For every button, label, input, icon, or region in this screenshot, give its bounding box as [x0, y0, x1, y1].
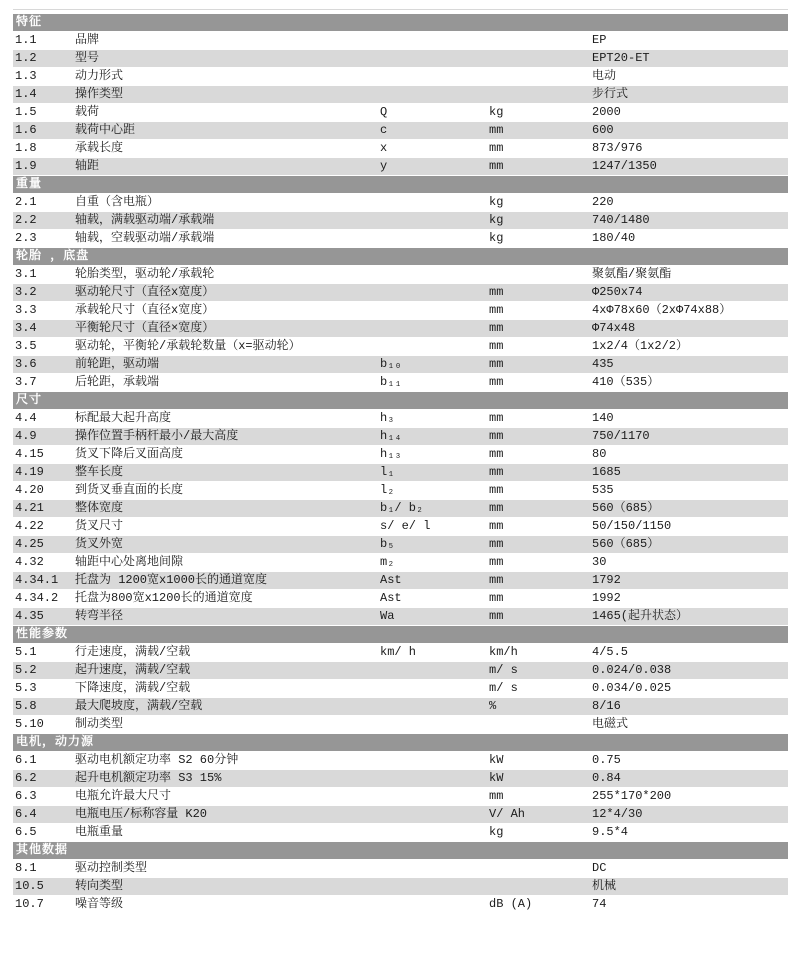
cell-no: 4.20	[15, 483, 44, 497]
cell-value: 435	[592, 357, 614, 371]
section-header: 特征	[13, 14, 788, 32]
cell-no: 4.4	[15, 411, 37, 425]
table-row	[13, 536, 788, 554]
cell-value: 4/5.5	[592, 645, 629, 659]
cell-symbol: m₂	[380, 555, 395, 569]
cell-no: 3.1	[15, 267, 37, 281]
cell-value: 电动	[592, 69, 617, 83]
table-row	[13, 698, 788, 716]
table-row	[13, 194, 788, 212]
cell-no: 6.3	[15, 789, 37, 803]
cell-unit	[489, 86, 592, 103]
cell-no: 8.1	[15, 861, 37, 875]
cell-label: 转向类型	[75, 879, 124, 893]
cell-value: Φ250x74	[592, 285, 643, 299]
cell-label: 轴距	[75, 159, 100, 173]
cell-no: 6.2	[15, 771, 37, 785]
cell-no: 10.5	[15, 879, 44, 893]
cell-value: 750/1170	[592, 429, 650, 443]
cell-symbol: s/ e/ l	[380, 519, 431, 533]
cell-symbol	[380, 32, 489, 49]
cell-value: 1685	[592, 465, 621, 479]
cell-symbol	[380, 788, 489, 805]
cell-no: 3.5	[15, 339, 37, 353]
cell-unit: m/ s	[489, 663, 518, 677]
cell-no: 6.1	[15, 753, 37, 767]
cell-value: 1247/1350	[592, 159, 657, 173]
cell-label: 托盘为800宽x1200长的通道宽度	[75, 591, 253, 605]
cell-value: 2000	[592, 105, 621, 119]
cell-unit: mm	[489, 159, 504, 173]
table-row	[13, 824, 788, 842]
table-row	[13, 788, 788, 806]
cell-label: 货叉下降后叉面高度	[75, 447, 184, 461]
cell-label: 电瓶重量	[75, 825, 124, 839]
cell-label: 操作位置手柄杆最小/最大高度	[75, 429, 239, 443]
cell-label: 载荷中心距	[75, 123, 136, 137]
cell-symbol: h₁₄	[380, 429, 402, 443]
cell-value: 560（685）	[592, 501, 660, 515]
table-row	[13, 356, 788, 374]
table-row	[13, 572, 788, 590]
cell-value: 8/16	[592, 699, 621, 713]
cell-label: 起升速度，满载/空载	[75, 663, 191, 677]
cell-label: 轴距中心处离地间隙	[75, 555, 184, 569]
cell-unit: mm	[489, 357, 504, 371]
cell-unit: mm	[489, 789, 504, 803]
cell-unit	[489, 266, 592, 283]
table-row	[13, 338, 788, 356]
table-row	[13, 482, 788, 500]
cell-label: 品牌	[75, 33, 100, 47]
cell-no: 4.15	[15, 447, 44, 461]
cell-symbol: l₁	[380, 465, 395, 479]
cell-symbol	[380, 680, 489, 697]
cell-symbol: b₁₀	[380, 357, 402, 371]
cell-unit	[489, 68, 592, 85]
cell-no: 6.4	[15, 807, 37, 821]
cell-label: 平衡轮尺寸（直径×宽度）	[75, 321, 215, 335]
cell-unit: mm	[489, 303, 504, 317]
table-row	[13, 464, 788, 482]
table-row	[13, 428, 788, 446]
cell-value: 0.024/0.038	[592, 663, 672, 677]
cell-symbol: Wa	[380, 609, 395, 623]
cell-no: 3.4	[15, 321, 37, 335]
cell-unit: mm	[489, 537, 504, 551]
cell-symbol	[380, 716, 489, 733]
table-row	[13, 158, 788, 176]
cell-no: 5.2	[15, 663, 37, 677]
table-row	[13, 680, 788, 698]
table-row	[13, 590, 788, 608]
cell-unit: kg	[489, 231, 504, 245]
cell-symbol	[380, 338, 489, 355]
table-row	[13, 752, 788, 770]
cell-label: 承载轮尺寸（直径x宽度）	[75, 303, 215, 317]
cell-symbol	[380, 212, 489, 229]
cell-symbol	[380, 302, 489, 319]
cell-no: 4.22	[15, 519, 44, 533]
cell-label: 操作类型	[75, 87, 124, 101]
cell-unit: km/h	[489, 645, 518, 659]
cell-unit: mm	[489, 447, 504, 461]
cell-unit: kg	[489, 213, 504, 227]
cell-unit: mm	[489, 339, 504, 353]
cell-label: 噪音等级	[75, 897, 124, 911]
cell-symbol: Ast	[380, 591, 402, 605]
cell-unit	[489, 860, 592, 877]
cell-value: 1x2/4（1x2/2）	[592, 339, 689, 353]
cell-symbol: b₁/ b₂	[380, 501, 424, 515]
cell-symbol: Q	[380, 105, 388, 119]
cell-value: 聚氨酯/聚氨酯	[592, 267, 672, 281]
cell-value: 255*170*200	[592, 789, 672, 803]
cell-label: 最大爬坡度，满载/空载	[75, 699, 203, 713]
cell-value: 0.034/0.025	[592, 681, 672, 695]
cell-value: 0.75	[592, 753, 621, 767]
cell-symbol	[380, 896, 489, 913]
cell-symbol: h₁₃	[380, 447, 402, 461]
cell-symbol	[380, 194, 489, 211]
cell-label: 制动类型	[75, 717, 124, 731]
table-row	[13, 212, 788, 230]
cell-label: 托盘为 1200宽x1000长的通道宽度	[75, 573, 268, 587]
cell-label: 自重（含电瓶）	[75, 195, 160, 209]
top-divider	[13, 9, 788, 10]
cell-symbol	[380, 662, 489, 679]
cell-unit: mm	[489, 375, 504, 389]
cell-unit: mm	[489, 123, 504, 137]
cell-unit: mm	[489, 285, 504, 299]
cell-value: 1465(起升状态）	[592, 609, 689, 623]
cell-label: 电瓶电压/标称容量 K20	[75, 807, 208, 821]
cell-no: 5.1	[15, 645, 37, 659]
cell-unit: kW	[489, 771, 504, 785]
cell-value: 140	[592, 411, 614, 425]
cell-value: 12*4/30	[592, 807, 643, 821]
table-row	[13, 140, 788, 158]
cell-unit: mm	[489, 501, 504, 515]
table-row	[13, 410, 788, 428]
table-row	[13, 32, 788, 50]
table-row	[13, 68, 788, 86]
cell-no: 2.1	[15, 195, 37, 209]
cell-symbol	[380, 806, 489, 823]
cell-unit: dB (A)	[489, 897, 533, 911]
cell-no: 3.7	[15, 375, 37, 389]
cell-label: 整体宽度	[75, 501, 124, 515]
cell-symbol	[380, 266, 489, 283]
cell-symbol	[380, 230, 489, 247]
cell-unit: mm	[489, 609, 504, 623]
table-row	[13, 860, 788, 878]
table-row	[13, 302, 788, 320]
cell-no: 4.35	[15, 609, 44, 623]
cell-label: 驱动控制类型	[75, 861, 148, 875]
cell-symbol	[380, 284, 489, 301]
table-row	[13, 500, 788, 518]
cell-no: 1.8	[15, 141, 37, 155]
cell-symbol: Ast	[380, 573, 402, 587]
table-row	[13, 806, 788, 824]
table-row	[13, 662, 788, 680]
cell-label: 后轮距，承载端	[75, 375, 160, 389]
cell-symbol	[380, 50, 489, 67]
cell-no: 4.34.2	[15, 591, 59, 605]
cell-symbol	[380, 86, 489, 103]
table-row	[13, 518, 788, 536]
cell-value: 步行式	[592, 87, 629, 101]
cell-unit	[489, 32, 592, 49]
cell-label: 驱动电机额定功率 S2 60分钟	[75, 753, 239, 767]
cell-value: 1992	[592, 591, 621, 605]
cell-value: 1792	[592, 573, 621, 587]
cell-no: 4.19	[15, 465, 44, 479]
cell-label: 电瓶允许最大尺寸	[75, 789, 172, 803]
cell-value: 560（685）	[592, 537, 660, 551]
cell-value: 740/1480	[592, 213, 650, 227]
cell-label: 整车长度	[75, 465, 124, 479]
table-row	[13, 122, 788, 140]
cell-symbol	[380, 860, 489, 877]
cell-value: Φ74x48	[592, 321, 636, 335]
cell-value: 873/976	[592, 141, 643, 155]
cell-value: 30	[592, 555, 607, 569]
cell-unit	[489, 878, 592, 895]
cell-symbol	[380, 320, 489, 337]
section-header: 性能参数	[13, 626, 788, 644]
cell-label: 载荷	[75, 105, 100, 119]
cell-symbol	[380, 878, 489, 895]
table-row	[13, 266, 788, 284]
cell-label: 前轮距，驱动端	[75, 357, 160, 371]
cell-value: EP	[592, 33, 607, 47]
table-row	[13, 896, 788, 914]
cell-label: 到货叉垂直面的长度	[75, 483, 184, 497]
section-header: 重量	[13, 176, 788, 194]
table-row	[13, 50, 788, 68]
cell-value: 180/40	[592, 231, 636, 245]
cell-value: 410（535）	[592, 375, 660, 389]
cell-no: 2.2	[15, 213, 37, 227]
cell-value: 电磁式	[592, 717, 629, 731]
cell-unit: kg	[489, 105, 504, 119]
cell-symbol: l₂	[380, 483, 395, 497]
cell-unit: mm	[489, 321, 504, 335]
cell-symbol	[380, 752, 489, 769]
section-header: 电机，动力源	[13, 734, 788, 752]
table-row	[13, 230, 788, 248]
cell-no: 1.2	[15, 51, 37, 65]
cell-no: 3.2	[15, 285, 37, 299]
cell-no: 6.5	[15, 825, 37, 839]
cell-value: DC	[592, 861, 607, 875]
cell-unit: kg	[489, 825, 504, 839]
cell-no: 4.25	[15, 537, 44, 551]
table-row	[13, 770, 788, 788]
cell-no: 2.3	[15, 231, 37, 245]
table-row	[13, 104, 788, 122]
cell-value: 220	[592, 195, 614, 209]
cell-value: 4xΦ78x60（2xΦ74x88）	[592, 303, 732, 317]
cell-value: 535	[592, 483, 614, 497]
cell-unit: mm	[489, 465, 504, 479]
table-row	[13, 446, 788, 464]
cell-label: 货叉外宽	[75, 537, 124, 551]
cell-symbol: b₅	[380, 537, 395, 551]
cell-no: 1.4	[15, 87, 37, 101]
cell-unit: kg	[489, 195, 504, 209]
cell-label: 型号	[75, 51, 100, 65]
cell-no: 4.21	[15, 501, 44, 515]
cell-label: 转弯半径	[75, 609, 124, 623]
cell-symbol: h₃	[380, 411, 395, 425]
table-row	[13, 320, 788, 338]
cell-no: 1.3	[15, 69, 37, 83]
cell-label: 下降速度，满载/空载	[75, 681, 191, 695]
cell-symbol	[380, 824, 489, 841]
cell-no: 5.10	[15, 717, 44, 731]
cell-value: EPT20-ET	[592, 51, 650, 65]
cell-unit	[489, 716, 592, 733]
cell-label: 货叉尺寸	[75, 519, 124, 533]
cell-unit: %	[489, 699, 497, 713]
section-header: 其他数据	[13, 842, 788, 860]
cell-no: 1.1	[15, 33, 37, 47]
cell-no: 4.34.1	[15, 573, 59, 587]
cell-label: 动力形式	[75, 69, 124, 83]
cell-label: 承载长度	[75, 141, 124, 155]
cell-label: 行走速度，满载/空载	[75, 645, 191, 659]
cell-unit: m/ s	[489, 681, 518, 695]
cell-label: 起升电机额定功率 S3 15%	[75, 771, 222, 785]
cell-label: 驱动轮尺寸（直径x宽度）	[75, 285, 215, 299]
cell-no: 1.5	[15, 105, 37, 119]
cell-no: 1.9	[15, 159, 37, 173]
cell-value: 0.84	[592, 771, 621, 785]
table-row	[13, 878, 788, 896]
cell-value: 50/150/1150	[592, 519, 672, 533]
table-row	[13, 554, 788, 572]
table-row	[13, 644, 788, 662]
cell-symbol: km/ h	[380, 645, 417, 659]
cell-label: 驱动轮，平衡轮/承载轮数量（x=驱动轮）	[75, 339, 301, 353]
spec-table	[13, 14, 788, 914]
cell-unit: mm	[489, 429, 504, 443]
section-header: 轮胎 ，底盘	[13, 248, 788, 266]
cell-unit: mm	[489, 483, 504, 497]
cell-value: 600	[592, 123, 614, 137]
cell-value: 74	[592, 897, 607, 911]
cell-no: 3.6	[15, 357, 37, 371]
cell-no: 3.3	[15, 303, 37, 317]
cell-unit: mm	[489, 411, 504, 425]
cell-label: 轮胎类型，驱动轮/承载轮	[75, 267, 215, 281]
table-row	[13, 86, 788, 104]
cell-no: 10.7	[15, 897, 44, 911]
cell-symbol: y	[380, 159, 388, 173]
cell-unit: mm	[489, 573, 504, 587]
section-header: 尺寸	[13, 392, 788, 410]
cell-label: 轴载，满载驱动端/承载端	[75, 213, 215, 227]
cell-symbol	[380, 68, 489, 85]
cell-symbol: b₁₁	[380, 375, 402, 389]
cell-unit: mm	[489, 591, 504, 605]
cell-no: 5.8	[15, 699, 37, 713]
cell-label: 轴载，空载驱动端/承载端	[75, 231, 215, 245]
table-row	[13, 374, 788, 392]
table-row	[13, 716, 788, 734]
cell-unit	[489, 50, 592, 67]
cell-value: 9.5*4	[592, 825, 629, 839]
cell-unit: mm	[489, 519, 504, 533]
cell-no: 1.6	[15, 123, 37, 137]
cell-symbol: x	[380, 141, 388, 155]
cell-no: 4.9	[15, 429, 37, 443]
cell-unit: mm	[489, 555, 504, 569]
cell-value: 机械	[592, 879, 617, 893]
cell-label: 标配最大起升高度	[75, 411, 172, 425]
cell-symbol	[380, 770, 489, 787]
cell-value: 80	[592, 447, 607, 461]
cell-symbol	[380, 698, 489, 715]
cell-unit: V/ Ah	[489, 807, 526, 821]
table-row	[13, 284, 788, 302]
cell-unit: mm	[489, 141, 504, 155]
table-row	[13, 608, 788, 626]
cell-no: 5.3	[15, 681, 37, 695]
cell-symbol: c	[380, 123, 388, 137]
cell-unit: kW	[489, 753, 504, 767]
cell-no: 4.32	[15, 555, 44, 569]
